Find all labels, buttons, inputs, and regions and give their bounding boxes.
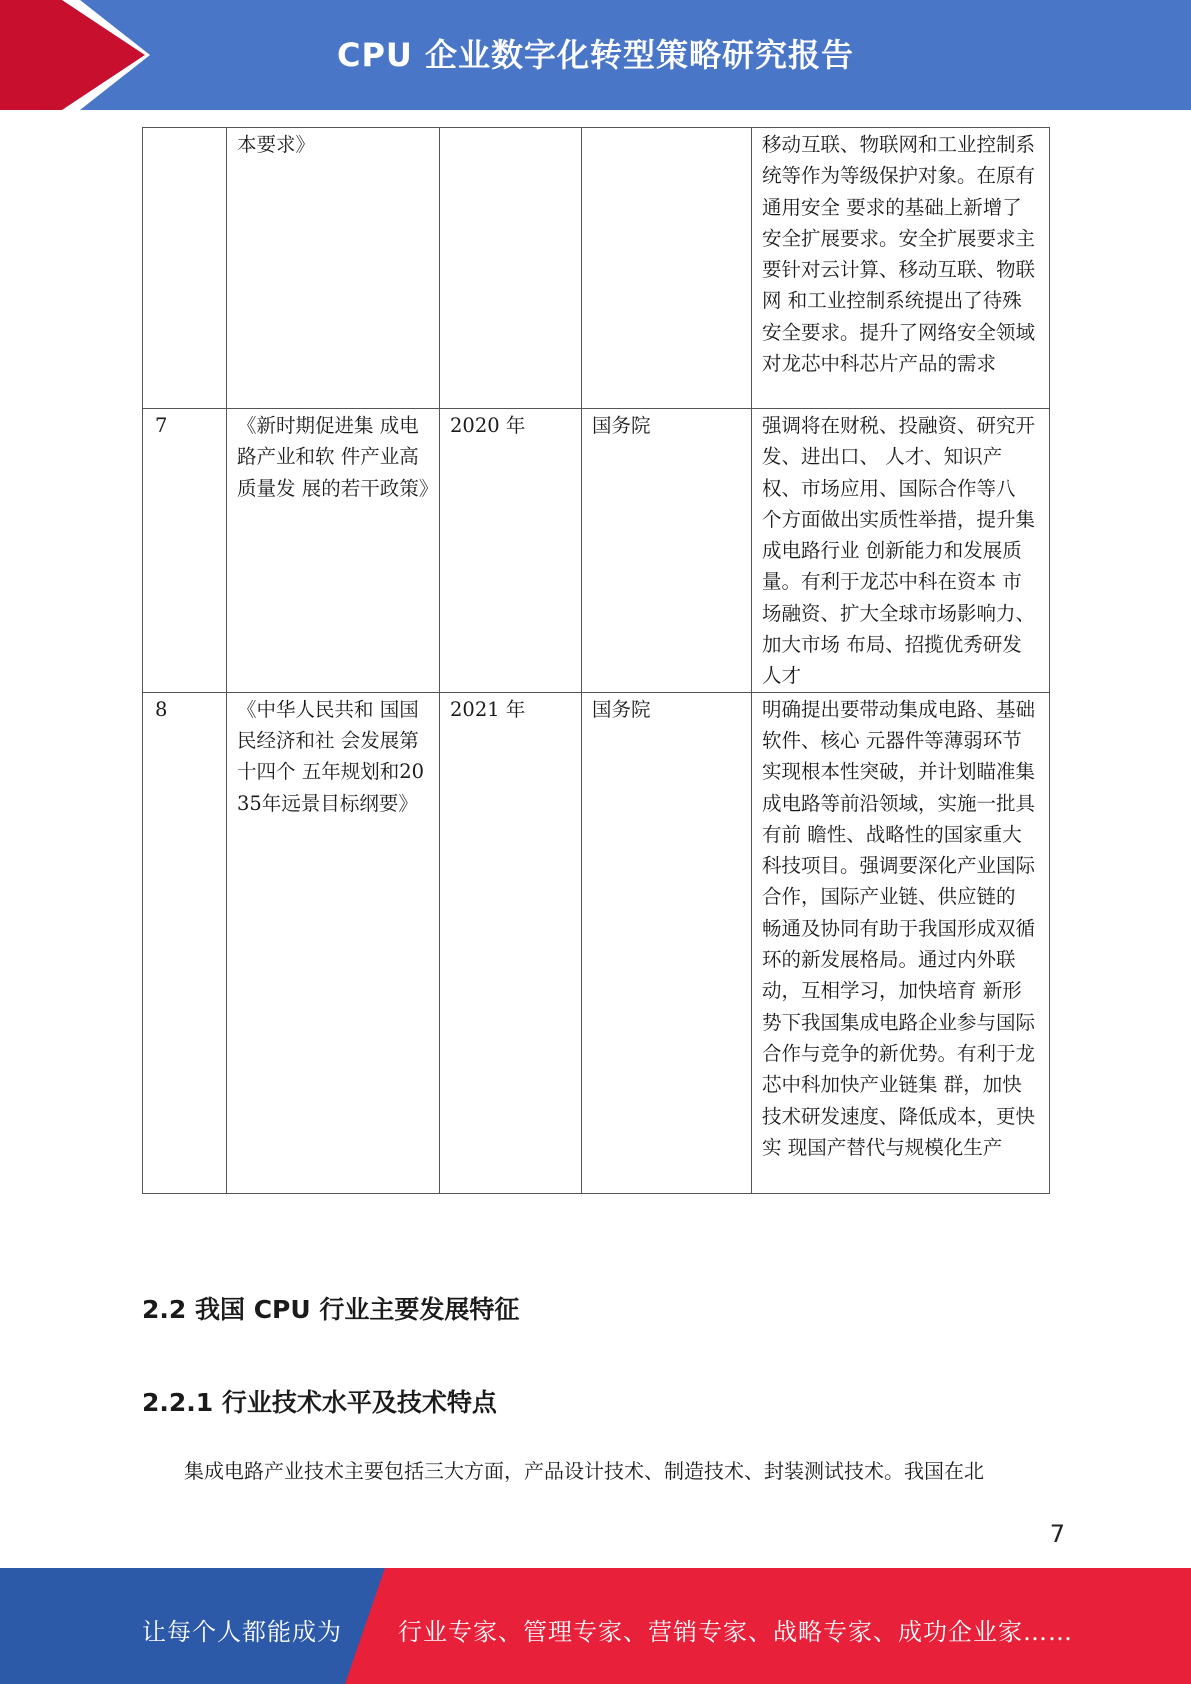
policy-year — [440, 128, 582, 409]
policy-description: 强调将在财税、投融资、研究开发、进出口、 人才、知识产权、市场应用、国际合作等八 个方面做出实质性举措，提升集成电路行业 创新能力和发展质量。有利于龙芯中科在资本 市场融资、扩大全球市场影响力、加大市场 布局、招揽优秀研发人才 — [752, 409, 1050, 693]
subsection-heading: 2.2.1 行业技术水平及技术特点 — [142, 1388, 497, 1417]
page-number: 7 — [1049, 1520, 1065, 1548]
table-row — [143, 692, 1050, 1193]
body-paragraph: 集成电路产业技术主要包括三大方面，产品设计技术、制造技术、封装测试技术。我国在北 — [184, 1459, 984, 1483]
section-heading: 2.2 我国 CPU 行业主要发展特征 — [142, 1295, 520, 1324]
row-number: 7 — [143, 409, 227, 693]
footer-slogan-left: 让每个人都能成为 — [142, 1618, 342, 1646]
policy-table — [142, 127, 1050, 1194]
policy-year: 2021 年 — [440, 692, 582, 1193]
footer-slogan-right: 行业专家、管理专家、营销专家、战略专家、成功企业家…… — [398, 1618, 1073, 1646]
row-number — [143, 128, 227, 409]
policy-year: 2020 年 — [440, 409, 582, 693]
page-footer — [0, 1568, 1191, 1684]
policy-issuer: 国务院 — [582, 692, 752, 1193]
policy-issuer — [582, 128, 752, 409]
policy-table-container — [142, 127, 1049, 1194]
row-number: 8 — [143, 692, 227, 1193]
policy-description: 明确提出要带动集成电路、基础软件、核心 元器件等薄弱环节实现根本性突破，并计划瞄准集成电路等前沿领域，实施一批具有前 瞻性、战略性的国家重大科技项目。强调要深化产业国际合作，国际产业链、供应链的 畅通及协同有助于我国形成双循环的新发展格局。通过内外联动，互相学习，加快培育 新形势下我国集成电路企业参与国际合作与竞争的新优势。有利于龙芯中科加快产业链集 群，加快技术研发速度、降低成本，更快实 现国产替代与规模化生产 — [752, 692, 1050, 1193]
policy-name: 《中华人民共和 国国民经济和社 会发展第十四个 五年规划和2035年远景目标纲要》 — [227, 692, 440, 1193]
report-title: CPU 企业数字化转型策略研究报告 — [336, 36, 855, 74]
policy-description: 移动互联、物联网和工业控制系统等作为等级保护对象。在原有通用安全 要求的基础上新增了安全扩展要求。安全扩展要求主要针对云计算、移动互联、物联网 和工业控制系统提出了待殊安全要求。提升了网络安全领域对龙芯中科芯片产品的需求 — [752, 128, 1050, 409]
policy-issuer: 国务院 — [582, 409, 752, 693]
table-row — [143, 128, 1050, 409]
page-header — [0, 0, 1191, 110]
policy-name: 本要求》 — [227, 128, 440, 409]
policy-name: 《新时期促进集 成电路产业和软 件产业高质量发 展的若干政策》 — [227, 409, 440, 693]
table-row — [143, 409, 1050, 693]
